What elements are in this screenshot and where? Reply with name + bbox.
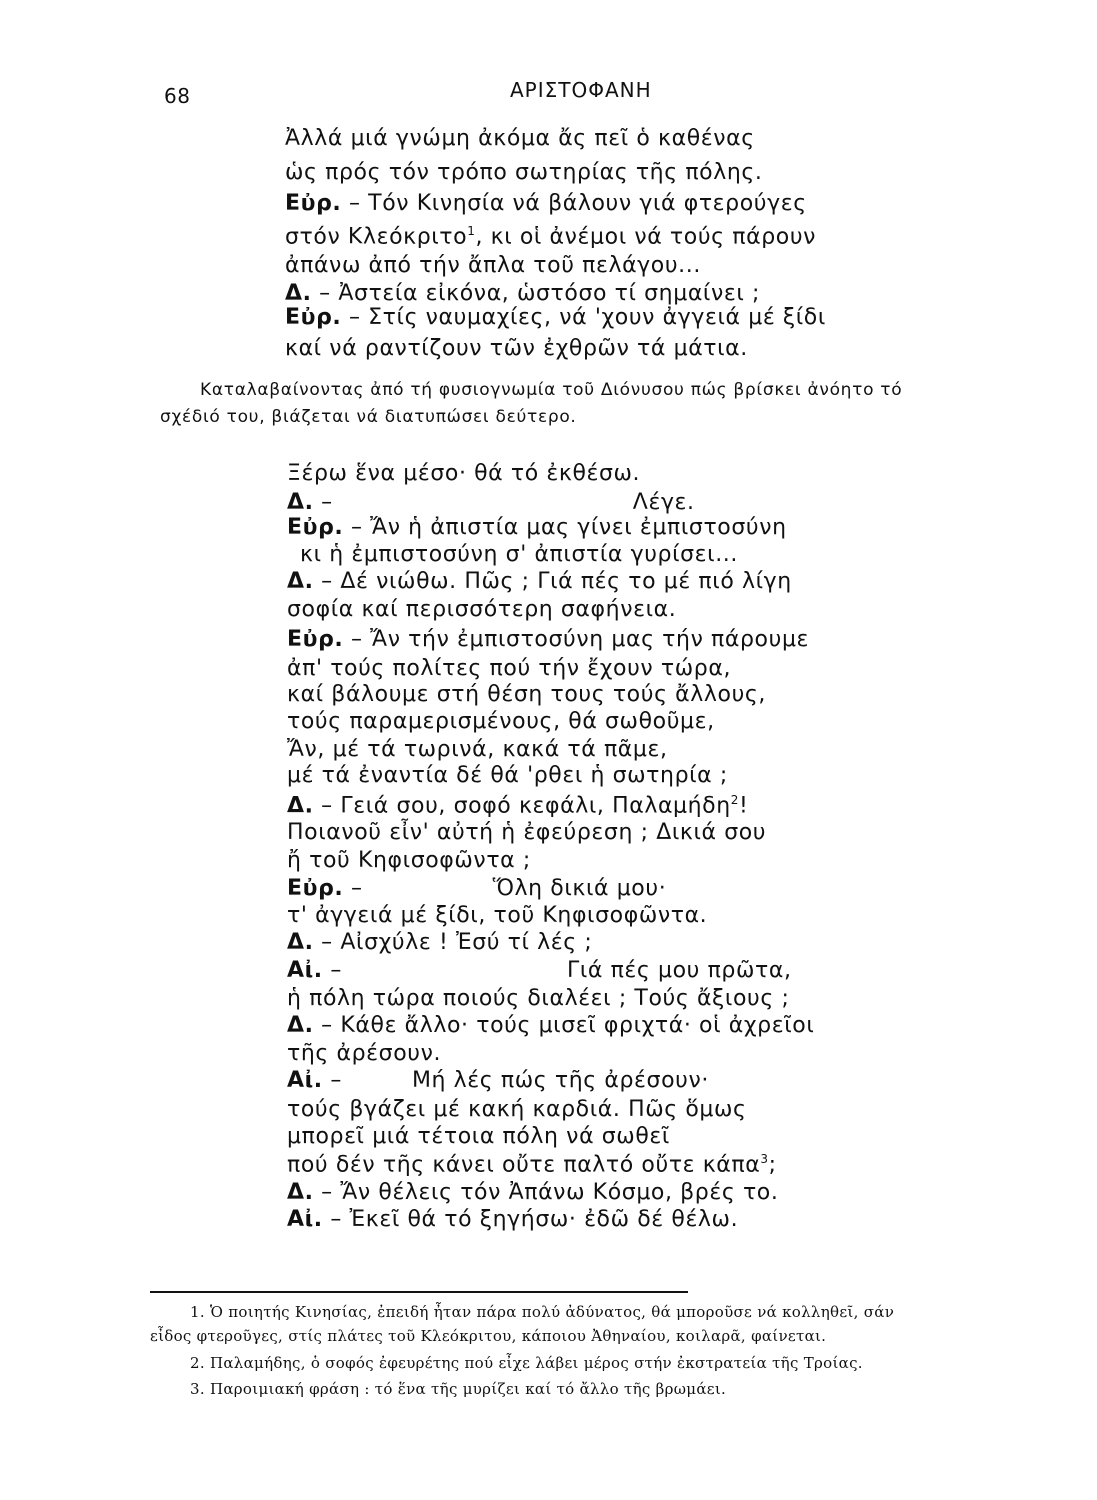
verse-line bbox=[287, 793, 748, 818]
verse-text: – bbox=[322, 958, 342, 983]
verse-line: μπορεῖ μιά τέτοια πόλη νά σωθεῖ bbox=[287, 1124, 670, 1149]
verse-text: πού δέν τῆς κάνει οὔτε παλτό οὔτε κάπα bbox=[287, 1152, 761, 1178]
verse-text: – Αἰσχύλε ! Ἐσύ τί λές ; bbox=[313, 930, 593, 955]
speaker-label: Εὐρ. bbox=[285, 305, 342, 330]
speaker-label: Αἰ. bbox=[287, 1207, 323, 1232]
footnote-ref: 2 bbox=[730, 793, 740, 807]
verse-line: σοφία καί περισσότερη σαφήνεια. bbox=[287, 597, 677, 622]
stage-direction: Καταλαβαίνοντας ἀπό τή φυσιογνωμία τοῦ Διόνυσου πώς βρίσκει ἀνόητο τό bbox=[200, 380, 903, 400]
verse-line bbox=[287, 1180, 778, 1205]
verse-text: – Γειά σου, σοφό κεφάλι, Παλαμήδη bbox=[313, 793, 731, 819]
verse-line bbox=[285, 281, 760, 306]
verse-text: Μή λές πώς τῆς ἀρέσουν· bbox=[411, 1068, 709, 1093]
verse-text: , κι οἱ ἀνέμοι νά τούς πάρουν bbox=[475, 224, 817, 250]
speaker-label: Εὐρ. bbox=[287, 515, 344, 540]
verse-line: τῆς ἀρέσουν. bbox=[287, 1041, 442, 1066]
verse-line bbox=[285, 191, 807, 216]
speaker-label: Δ. bbox=[287, 1180, 314, 1205]
page-number: 68 bbox=[164, 84, 191, 108]
verse-text: – bbox=[343, 876, 363, 901]
footnote-3 bbox=[190, 1380, 726, 1398]
stage-direction: σχέδιό του, βιάζεται νά διατυπώσει δεύτερο. bbox=[160, 407, 577, 427]
verse-line: κι ἡ ἐμπιστοσύνη σ' ἀπιστία γυρίσει... bbox=[300, 542, 738, 567]
verse-line: καί βάλουμε στή θέση τους τούς ἄλλους, bbox=[287, 682, 767, 707]
speaker-label: Αἰ. bbox=[287, 1068, 323, 1093]
verse-line bbox=[287, 515, 787, 540]
verse-line: τ' ἀγγειά μέ ξίδι, τοῦ Κηφισοφῶντα. bbox=[287, 903, 708, 928]
footnote-ref: 3 bbox=[760, 1152, 769, 1166]
verse-line bbox=[287, 1013, 814, 1038]
verse-text: – Ἄν τήν ἐμπιστοσύνη μας τήν πάρουμε bbox=[343, 627, 810, 652]
verse-line: τούς παραμερισμένους, θά σωθοῦμε, bbox=[287, 709, 715, 734]
verse-line bbox=[287, 876, 666, 901]
footnote-text: Ὁ ποιητής Κινησίας, ἐπειδή ἦταν πάρα πολύ ἀδύνατος, θά μποροῦσε νά κολληθεῖ, σάν bbox=[210, 1303, 895, 1321]
verse-line bbox=[287, 569, 792, 594]
verse-line bbox=[287, 930, 592, 955]
verse-line bbox=[285, 305, 826, 330]
verse-line: Ἀλλά μιά γνώμη ἀκόμα ἄς πεῖ ὁ καθένας bbox=[285, 126, 755, 151]
footnote-2 bbox=[190, 1354, 863, 1372]
verse-line bbox=[287, 1207, 738, 1232]
verse-text: – Τόν Κινησία νά βάλουν γιά φτερούγες bbox=[341, 191, 807, 216]
footnote-ref: 1 bbox=[467, 224, 476, 238]
verse-line bbox=[287, 627, 809, 652]
verse-text: – Ἐκεῖ θά τό ξηγήσω· ἐδῶ δέ θέλω. bbox=[322, 1207, 739, 1232]
verse-text: – Ἄν ἡ ἀπιστία μας γίνει ἐμπιστοσύνη bbox=[343, 515, 787, 540]
footnote-text: Παροιμιακή φράση : τό ἕνα τῆς μυρίζει καί τό ἄλλο τῆς βρωμάει. bbox=[210, 1380, 727, 1398]
speaker-label: Δ. bbox=[287, 1013, 314, 1038]
speaker-label: Εὐρ. bbox=[287, 627, 344, 652]
verse-line bbox=[287, 958, 792, 983]
speaker-label: Δ. bbox=[287, 793, 314, 819]
speaker-label: Εὐρ. bbox=[287, 876, 344, 901]
verse-text: Ὅλη δικιά μου· bbox=[492, 876, 667, 901]
verse-line: Ποιανοῦ εἶν' αὐτή ἡ ἐφεύρεση ; Δικιά σου bbox=[287, 820, 767, 845]
verse-line: ἤ τοῦ Κηφισοφῶντα ; bbox=[287, 848, 531, 873]
footnote-number: 3. bbox=[190, 1380, 205, 1398]
verse-line: ἀπάνω ἀπό τήν ἄπλα τοῦ πελάγου... bbox=[285, 253, 701, 278]
verse-line bbox=[287, 1068, 709, 1093]
verse-text: ! bbox=[739, 793, 749, 819]
footnote-number: 2. bbox=[190, 1354, 205, 1372]
verse-line bbox=[287, 1152, 777, 1177]
speaker-label: Εὐρ. bbox=[285, 191, 342, 216]
verse-line: μέ τά ἐναντία δέ θά 'ρθει ἡ σωτηρία ; bbox=[287, 763, 728, 788]
footnote-rule bbox=[150, 1291, 688, 1293]
speaker-label: Δ. bbox=[287, 930, 314, 955]
verse-text: Λέγε. bbox=[632, 490, 695, 515]
speaker-label: Δ. bbox=[285, 281, 312, 306]
verse-line: καί νά ραντίζουν τῶν ἐχθρῶν τά μάτια. bbox=[285, 336, 748, 361]
verse-text: Γιά πές μου πρῶτα, bbox=[566, 958, 792, 983]
footnote-1 bbox=[190, 1303, 894, 1321]
verse-text: – Κάθε ἄλλο· τούς μισεῖ φριχτά· οἱ ἀχρεῖοι bbox=[313, 1013, 815, 1038]
verse-line: Ἄν, μέ τά τωρινά, κακά τά πᾶμε, bbox=[287, 737, 668, 762]
verse-text: – Ἄν θέλεις τόν Ἀπάνω Κόσμο, βρές το. bbox=[313, 1180, 779, 1205]
speaker-label: Αἰ. bbox=[287, 958, 323, 983]
footnote-1-cont: εἶδος φτεροῦγες, στίς πλάτες τοῦ Κλεόκριτου, κάποιου Ἀθηναίου, κοιλαρᾶ, φαίνεται. bbox=[150, 1327, 827, 1345]
verse-text: – bbox=[322, 1068, 342, 1093]
verse-text: ; bbox=[768, 1152, 777, 1178]
speaker-label: Δ. bbox=[287, 569, 314, 594]
verse-line bbox=[287, 490, 695, 515]
verse-line: ἀπ' τούς πολίτες πού τήν ἔχουν τώρα, bbox=[287, 656, 732, 681]
verse-text: – Ἀστεία εἰκόνα, ὡστόσο τί σημαίνει ; bbox=[311, 281, 760, 306]
verse-text: – bbox=[313, 490, 333, 515]
verse-text: – Στίς ναυμαχίες, νά 'χουν ἀγγειά μέ ξίδι bbox=[341, 305, 826, 330]
verse-line: ἡ πόλη τώρα ποιούς διαλέει ; Τούς ἄξιους ; bbox=[287, 986, 790, 1011]
verse-line: Ξέρω ἕνα μέσο· θά τό ἐκθέσω. bbox=[287, 461, 641, 486]
footnote-text: Παλαμήδης, ὁ σοφός ἐφευρέτης πού εἶχε λάβει μέρος στήν ἐκστρατεία τῆς Τροίας. bbox=[210, 1354, 863, 1372]
verse-line: ὡς πρός τόν τρόπο σωτηρίας τῆς πόλης. bbox=[285, 160, 763, 185]
running-head: ΑΡΙΣΤΟΦΑΝΗ bbox=[510, 78, 652, 102]
verse-line: τούς βγάζει μέ κακή καρδιά. Πῶς ὅμως bbox=[287, 1097, 747, 1122]
verse-text: – Δέ νιώθω. Πῶς ; Γιά πές το μέ πιό λίγη bbox=[313, 569, 792, 594]
verse-line bbox=[285, 224, 816, 249]
footnote-number: 1. bbox=[190, 1303, 205, 1321]
speaker-label: Δ. bbox=[287, 490, 314, 515]
verse-text: στόν Κλεόκριτο bbox=[285, 224, 468, 250]
